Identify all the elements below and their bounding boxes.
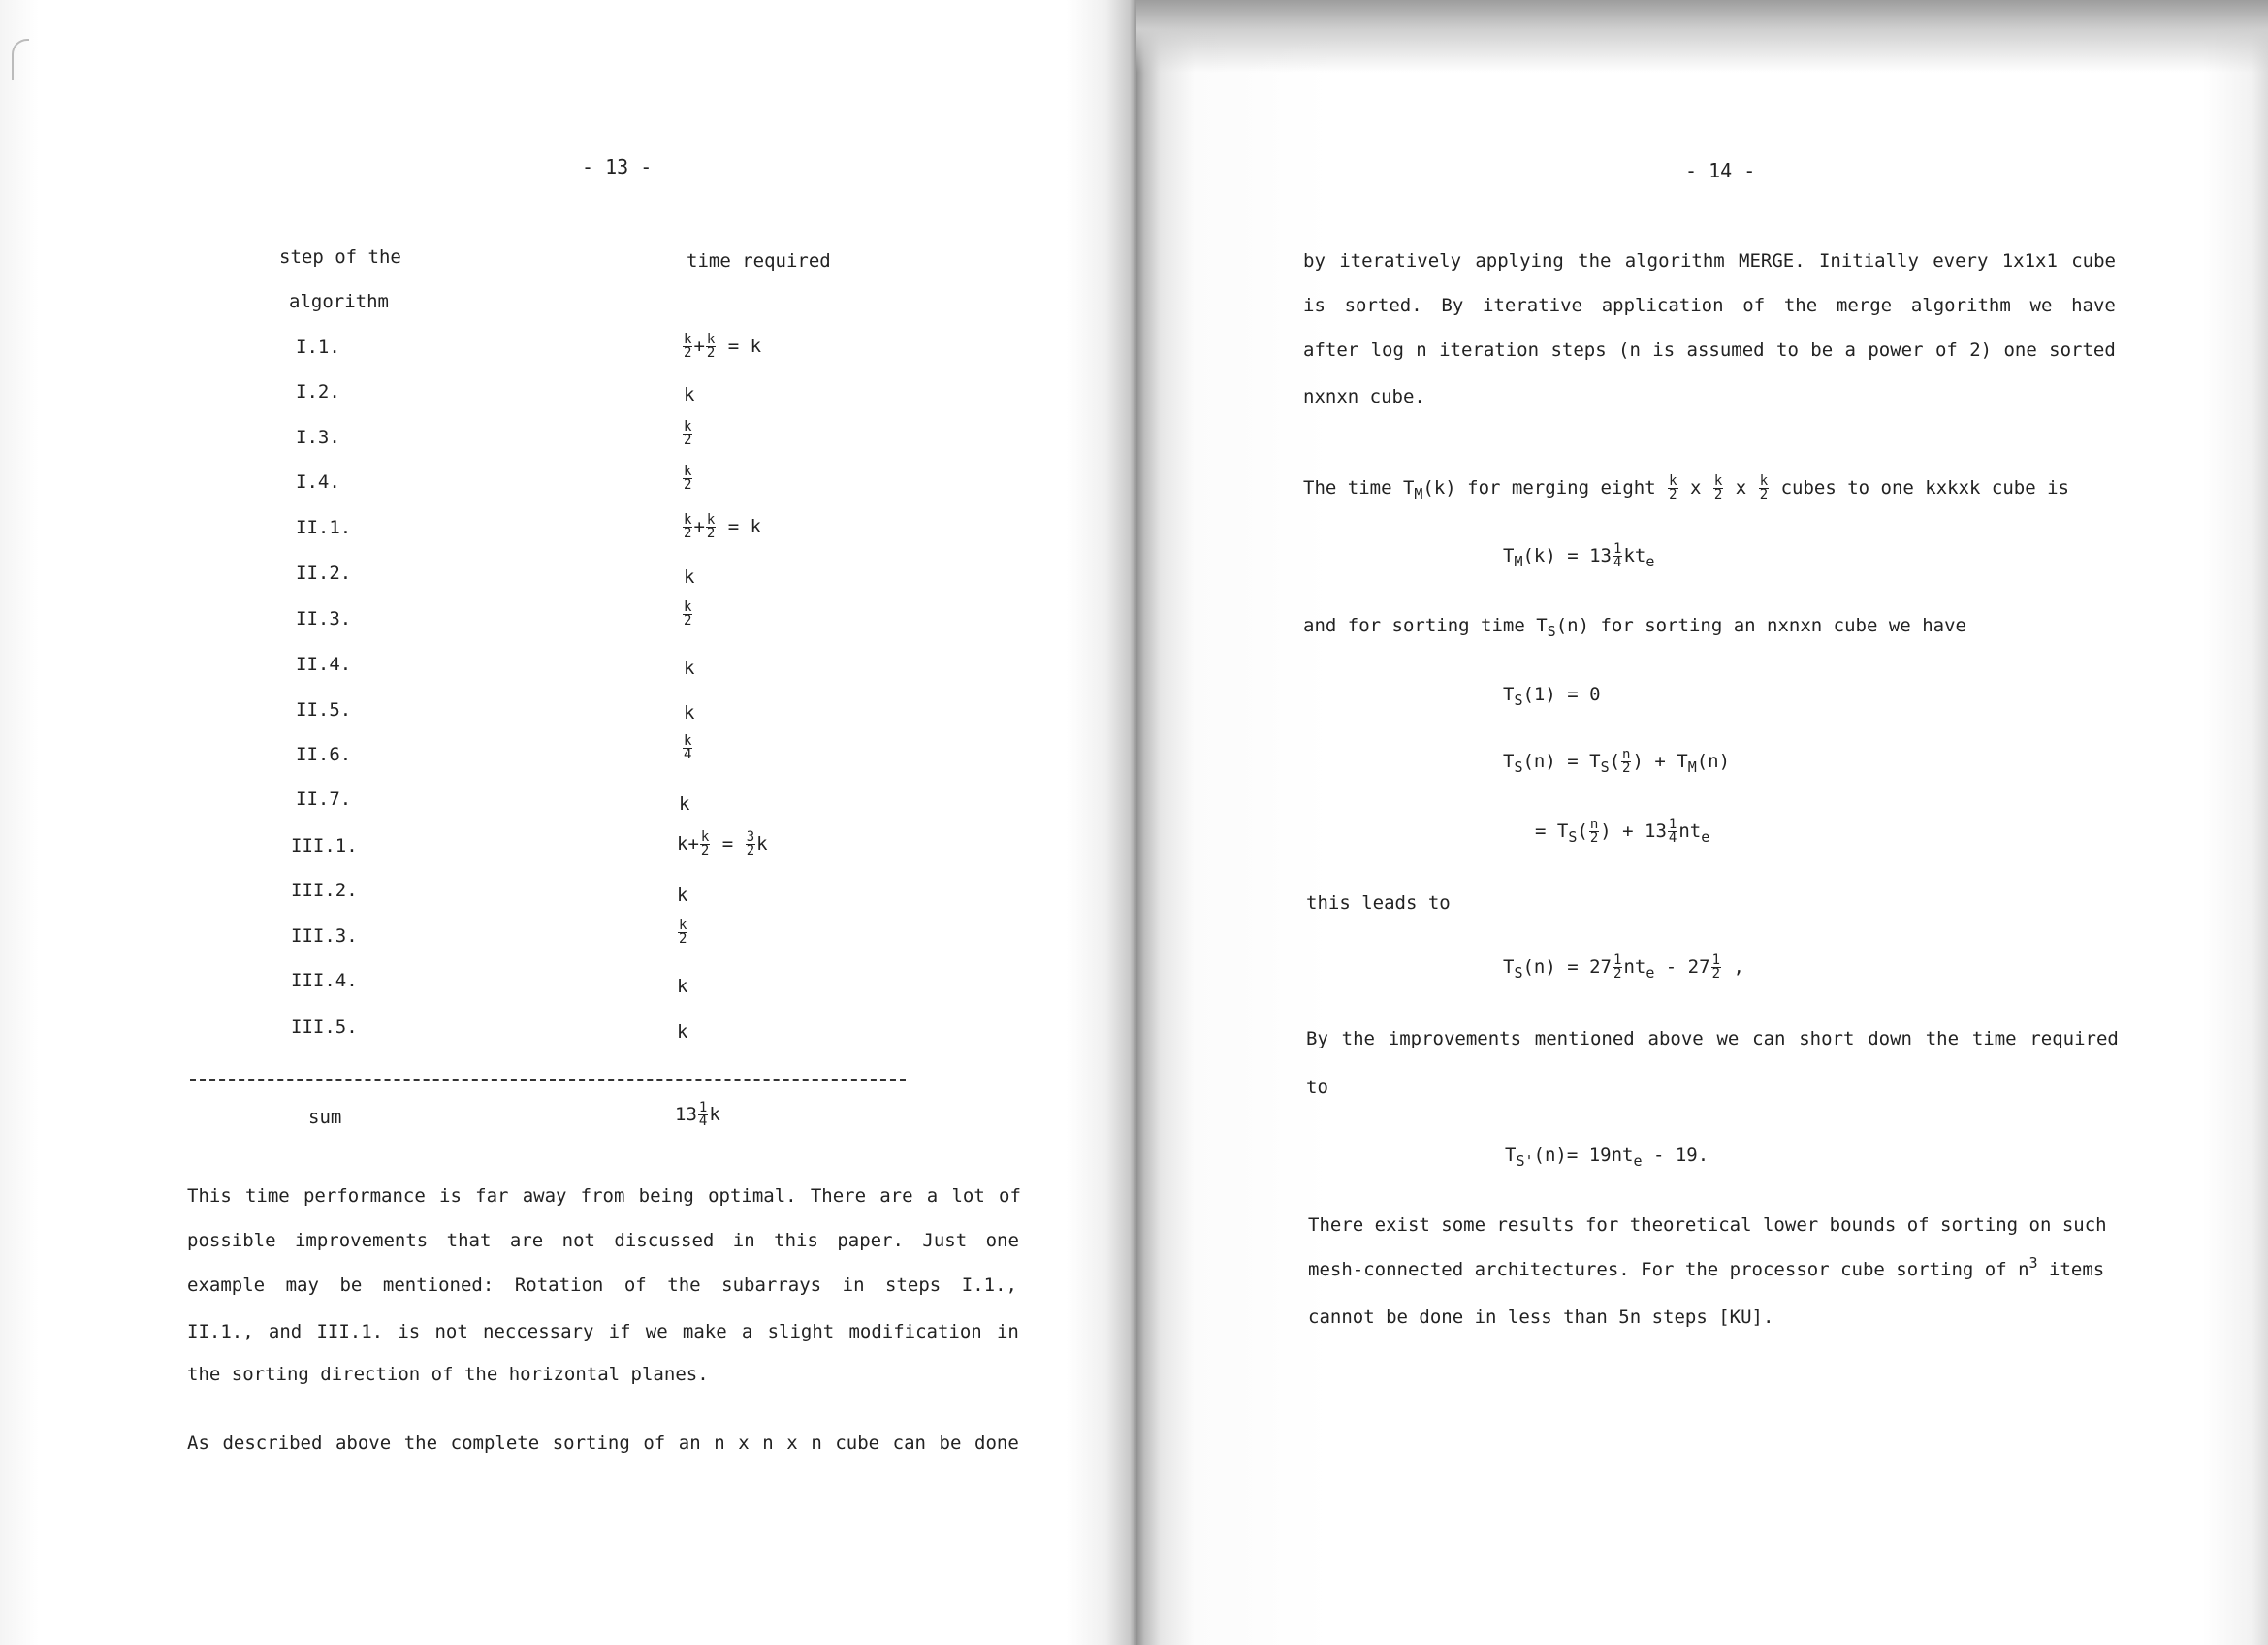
page-number-13: - 13 - [582, 155, 653, 178]
time-value: k [684, 384, 695, 405]
text-line: possible improvements that are not discussed in this paper. Just one [187, 1230, 1019, 1251]
step-label: II.2. [296, 563, 352, 584]
text-line: This time performance is far away from being optimal. There are a lot of [187, 1185, 1021, 1207]
step-label: II.6. [296, 744, 352, 765]
time-value: $\frac{k}{2}$ [684, 599, 692, 629]
to-line: to [1306, 1077, 1328, 1098]
right-page [1136, 0, 2268, 1645]
table-header-step: step of the [279, 246, 401, 268]
text-line: example may be mentioned: Rotation of the subarrays in steps I.1., [187, 1274, 1017, 1296]
step-label: III.5. [291, 1016, 358, 1038]
time-value: k [677, 976, 688, 997]
bounds-line-3: cannot be done in less than 5n steps [KU]. [1308, 1306, 1774, 1328]
time-value: $\frac{k}{2}$ + $\frac{k}{2}$ = k [684, 512, 762, 541]
text-line: nxnxn cube. [1303, 386, 1425, 407]
improvements-line: By the improvements mentioned above we can short down the time required [1306, 1028, 2119, 1049]
paragraph-described-above: As described above the complete sorting of an n x n x n cube can be done [187, 1433, 1019, 1454]
equation-improved: $T_{S'}(n)= 19nt_e - 19$. [1505, 1145, 1709, 1170]
time-value: k [677, 885, 688, 906]
text-line: the sorting direction of the horizontal planes. [187, 1364, 709, 1385]
step-label: I.4. [296, 471, 340, 493]
step-label: III.3. [291, 925, 358, 947]
text-line: by iteratively applying the algorithm MERGE. Initially every 1x1x1 cube [1303, 250, 2116, 272]
equation-merge-time: $T_M(k) = 13$ $\frac{1}{4}$ $kt_e$ [1503, 541, 1655, 570]
equation-result: $T_S(n) = 27$ $\frac{1}{2}$ $nt_e - 27$ $\frac{1}{2}$ , [1503, 952, 1744, 982]
bounds-line-1: There exist some results for theoretical lower bounds of sorting on such [1308, 1214, 2107, 1236]
step-label: III.1. [291, 835, 358, 856]
step-label: II.7. [296, 789, 352, 810]
time-value: k [684, 658, 695, 679]
step-label: II.5. [296, 699, 352, 721]
step-label: I.1. [296, 337, 340, 358]
table-header-time: time required [687, 250, 831, 272]
time-value: $\frac{k}{2}$ [684, 464, 692, 493]
bounds-line-2: mesh-connected architectures. For the processor cube sorting of $n^3$ items [1308, 1254, 2105, 1280]
time-value: k [684, 702, 695, 724]
leads-to-line: this leads to [1306, 892, 1451, 914]
step-label: II.3. [296, 608, 352, 629]
step-label: I.3. [296, 427, 340, 448]
step-label: I.2. [296, 381, 340, 403]
sorting-time-line: and for sorting time $T_S(n)$ for sorting an nxnxn cube we have [1303, 615, 1966, 640]
time-value: $\frac{k}{2}$ + $\frac{k}{2}$ = k [684, 332, 762, 361]
sum-value: 13 $\frac{1}{4}$ k [675, 1100, 720, 1129]
step-label: III.4. [291, 970, 358, 991]
time-value: $\frac{k}{2}$ [679, 918, 687, 947]
step-label: II.4. [296, 654, 352, 675]
equation-base-case: $T_S(1) = 0$ [1503, 684, 1601, 709]
page-number-14: - 14 - [1685, 159, 1756, 182]
page-corner-curl [12, 39, 29, 80]
time-value: k+ $\frac{k}{2}$ = $\frac{3}{2}$ k [677, 829, 768, 858]
merge-time-line: The time $T_M(k)$ for merging eight $\frac{k}{2}$ x $\frac{k}{2}$ x $\frac{k}{2}$ cubes to one kxkxk cube is [1303, 473, 2069, 502]
equation-recurrence: $T_S(n) = T_S$( $\frac{n}{2}$ ) + $T_M(n)$ [1503, 747, 1731, 776]
table-header-step-2: algorithm [289, 291, 389, 312]
equation-recurrence-expanded: = $T_S$( $\frac{n}{2}$ ) + 13 $\frac{1}{4}$ $nt_e$ [1535, 817, 1710, 846]
time-value: $\frac{k}{4}$ [684, 733, 692, 762]
step-label: III.2. [291, 880, 358, 901]
table-separator [190, 1079, 906, 1081]
time-value: k [679, 793, 690, 815]
text-line: is sorted. By iterative application of the merge algorithm we have [1303, 295, 2116, 316]
time-value: $\frac{k}{2}$ [684, 419, 692, 448]
sum-label: sum [308, 1107, 342, 1128]
step-label: II.1. [296, 517, 352, 538]
time-value: k [684, 566, 695, 588]
scan-shadow [1136, 0, 2268, 73]
text-line: II.1., and III.1. is not neccessary if we make a slight modification in [187, 1321, 1019, 1342]
text-line: after log n iteration steps (n is assumed to be a power of 2) one sorted [1303, 339, 2116, 361]
time-value: k [677, 1021, 688, 1043]
